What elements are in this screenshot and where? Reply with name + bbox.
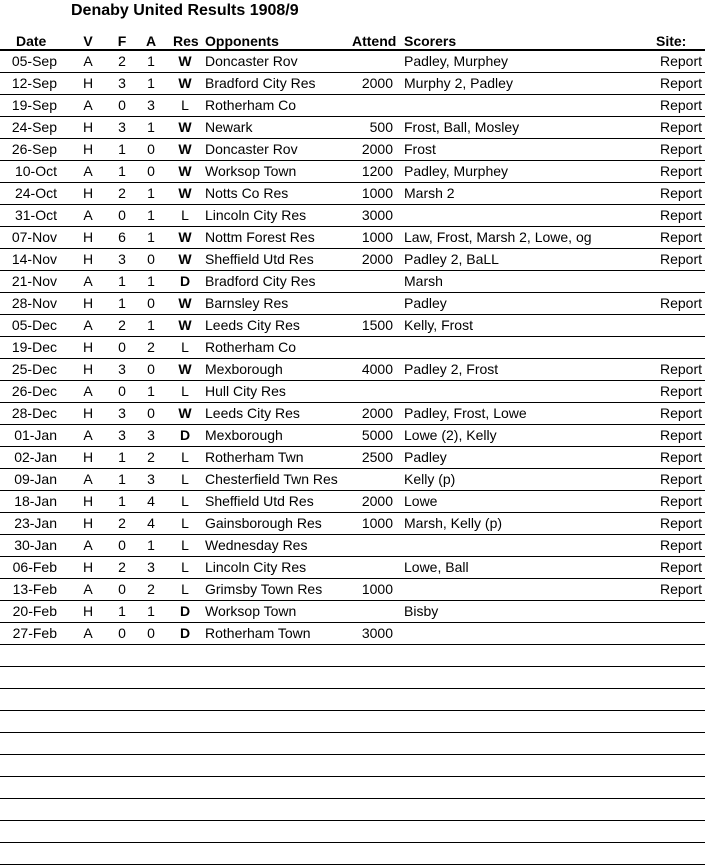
cell-result: L bbox=[181, 449, 189, 465]
table-row bbox=[0, 843, 705, 865]
cell-opponents: Nottm Forest Res bbox=[205, 229, 315, 245]
cell-opponents: Doncaster Rov bbox=[205, 53, 298, 69]
cell-site[interactable]: Report bbox=[659, 75, 702, 91]
cell-scorers: Padley bbox=[404, 449, 447, 465]
cell-date: 05-Dec bbox=[11, 317, 57, 333]
table-row bbox=[0, 535, 705, 557]
cell-against: 1 bbox=[147, 53, 155, 69]
table-row bbox=[0, 337, 705, 359]
cell-opponents: Bradford City Res bbox=[205, 75, 316, 91]
header-venue: V bbox=[83, 33, 93, 49]
cell-for: 0 bbox=[118, 339, 126, 355]
cell-result: W bbox=[178, 229, 192, 245]
cell-against: 1 bbox=[147, 537, 155, 553]
cell-against: 0 bbox=[147, 625, 155, 641]
table-row bbox=[0, 425, 705, 447]
cell-for: 2 bbox=[118, 515, 126, 531]
table-row bbox=[0, 183, 705, 205]
cell-site[interactable]: Report bbox=[659, 119, 702, 135]
table-row bbox=[0, 711, 705, 733]
cell-attendance: 2000 bbox=[361, 251, 393, 267]
table-row bbox=[0, 95, 705, 117]
cell-venue: H bbox=[82, 339, 94, 355]
cell-result: W bbox=[178, 185, 192, 201]
cell-date: 27-Feb bbox=[12, 625, 57, 641]
cell-scorers: Padley bbox=[404, 295, 447, 311]
cell-against: 3 bbox=[147, 427, 155, 443]
cell-for: 3 bbox=[118, 251, 126, 267]
cell-result: W bbox=[178, 317, 192, 333]
cell-date: 18-Jan bbox=[14, 493, 57, 509]
cell-site[interactable]: Report bbox=[659, 581, 702, 597]
table-row bbox=[0, 777, 705, 799]
cell-attendance: 3000 bbox=[361, 625, 393, 641]
cell-result: W bbox=[178, 141, 192, 157]
cell-scorers: Lowe, Ball bbox=[404, 559, 469, 575]
table-row bbox=[0, 161, 705, 183]
table-row bbox=[0, 271, 705, 293]
cell-venue: H bbox=[82, 75, 94, 91]
cell-for: 2 bbox=[118, 53, 126, 69]
cell-for: 1 bbox=[118, 471, 126, 487]
cell-opponents: Lincoln City Res bbox=[205, 207, 307, 223]
cell-venue: A bbox=[83, 383, 93, 399]
cell-for: 3 bbox=[118, 119, 126, 135]
cell-site[interactable]: Report bbox=[659, 229, 702, 245]
cell-site[interactable]: Report bbox=[659, 295, 702, 311]
cell-site[interactable]: Report bbox=[659, 53, 702, 69]
cell-for: 0 bbox=[118, 537, 126, 553]
cell-date: 12-Sep bbox=[11, 75, 57, 91]
cell-venue: H bbox=[82, 559, 94, 575]
cell-against: 3 bbox=[147, 559, 155, 575]
cell-scorers: Padley 2, Frost bbox=[404, 361, 499, 377]
cell-attendance: 1200 bbox=[361, 163, 393, 179]
table-row bbox=[0, 447, 705, 469]
cell-attendance: 1000 bbox=[361, 581, 393, 597]
cell-site[interactable]: Report bbox=[659, 251, 702, 267]
cell-scorers: Padley 2, BaLL bbox=[404, 251, 499, 267]
cell-against: 2 bbox=[147, 339, 155, 355]
cell-scorers: Padley, Murphey bbox=[404, 53, 509, 69]
table-row bbox=[0, 491, 705, 513]
cell-site[interactable]: Report bbox=[659, 493, 702, 509]
cell-result: L bbox=[181, 581, 189, 597]
cell-against: 0 bbox=[147, 163, 155, 179]
cell-against: 0 bbox=[147, 295, 155, 311]
table-row bbox=[0, 205, 705, 227]
cell-against: 1 bbox=[147, 603, 155, 619]
cell-venue: A bbox=[83, 427, 93, 443]
cell-opponents: Barnsley Res bbox=[205, 295, 289, 311]
table-row bbox=[0, 689, 705, 711]
cell-for: 0 bbox=[118, 207, 126, 223]
cell-for: 0 bbox=[118, 383, 126, 399]
table-header bbox=[0, 31, 705, 51]
header-opponents: Opponents bbox=[205, 33, 279, 49]
cell-site[interactable]: Report bbox=[659, 559, 702, 575]
cell-result: D bbox=[179, 603, 191, 619]
cell-venue: H bbox=[82, 251, 94, 267]
cell-for: 3 bbox=[118, 75, 126, 91]
cell-scorers: Kelly, Frost bbox=[404, 317, 473, 333]
cell-result: W bbox=[178, 119, 192, 135]
cell-attendance: 1500 bbox=[361, 317, 393, 333]
cell-result: W bbox=[178, 163, 192, 179]
cell-result: W bbox=[178, 75, 192, 91]
cell-against: 1 bbox=[147, 207, 155, 223]
header-date: Date bbox=[16, 33, 47, 49]
cell-site[interactable]: Report bbox=[659, 383, 702, 399]
cell-date: 26-Sep bbox=[11, 141, 57, 157]
cell-opponents: Lincoln City Res bbox=[205, 559, 307, 575]
cell-for: 1 bbox=[118, 141, 126, 157]
table-row bbox=[0, 557, 705, 579]
cell-opponents: Mexborough bbox=[205, 361, 283, 377]
page-title: Denaby United Results 1908/9 bbox=[71, 2, 299, 19]
cell-against: 0 bbox=[147, 361, 155, 377]
cell-date: 05-Sep bbox=[11, 53, 57, 69]
table-row bbox=[0, 645, 705, 667]
cell-venue: H bbox=[82, 361, 94, 377]
cell-opponents: Rotherham Town bbox=[205, 625, 311, 641]
table-row bbox=[0, 601, 705, 623]
cell-venue: A bbox=[83, 581, 93, 597]
cell-for: 6 bbox=[118, 229, 126, 245]
cell-attendance: 3000 bbox=[361, 207, 393, 223]
cell-venue: H bbox=[82, 515, 94, 531]
cell-site[interactable]: Report bbox=[659, 537, 702, 553]
cell-scorers: Marsh bbox=[404, 273, 443, 289]
cell-date: 26-Dec bbox=[11, 383, 57, 399]
cell-date: 10-Oct bbox=[14, 163, 57, 179]
cell-against: 3 bbox=[147, 97, 155, 113]
cell-site[interactable]: Report bbox=[659, 361, 702, 377]
cell-site[interactable]: Report bbox=[659, 449, 702, 465]
cell-opponents: Mexborough bbox=[205, 427, 283, 443]
header-result: Res bbox=[173, 33, 199, 49]
table-row bbox=[0, 821, 705, 843]
cell-date: 14-Nov bbox=[11, 251, 57, 267]
cell-venue: H bbox=[82, 229, 94, 245]
cell-venue: H bbox=[82, 493, 94, 509]
cell-result: W bbox=[178, 295, 192, 311]
cell-opponents: Grimsby Town Res bbox=[205, 581, 323, 597]
cell-date: 25-Dec bbox=[11, 361, 57, 377]
cell-against: 1 bbox=[147, 383, 155, 399]
cell-venue: A bbox=[83, 53, 93, 69]
table-row bbox=[0, 51, 705, 73]
cell-opponents: Sheffield Utd Res bbox=[205, 251, 314, 267]
table-row bbox=[0, 403, 705, 425]
cell-date: 31-Oct bbox=[14, 207, 57, 223]
cell-result: L bbox=[181, 471, 189, 487]
cell-attendance: 4000 bbox=[361, 361, 393, 377]
cell-result: D bbox=[179, 273, 191, 289]
table-row bbox=[0, 623, 705, 645]
cell-site[interactable]: Report bbox=[659, 163, 702, 179]
cell-against: 1 bbox=[147, 273, 155, 289]
cell-for: 3 bbox=[118, 427, 126, 443]
cell-against: 0 bbox=[147, 141, 155, 157]
cell-opponents: Newark bbox=[205, 119, 253, 135]
cell-attendance: 2000 bbox=[361, 405, 393, 421]
cell-result: L bbox=[181, 97, 189, 113]
table-row bbox=[0, 117, 705, 139]
cell-for: 2 bbox=[118, 185, 126, 201]
table-row bbox=[0, 315, 705, 337]
cell-venue: A bbox=[83, 317, 93, 333]
cell-venue: A bbox=[83, 97, 93, 113]
cell-result: L bbox=[181, 493, 189, 509]
cell-venue: H bbox=[82, 603, 94, 619]
cell-for: 1 bbox=[118, 163, 126, 179]
cell-result: W bbox=[178, 53, 192, 69]
cell-result: L bbox=[181, 559, 189, 575]
cell-date: 21-Nov bbox=[11, 273, 57, 289]
table-row bbox=[0, 579, 705, 601]
cell-attendance: 5000 bbox=[361, 427, 393, 443]
header-against: A bbox=[145, 33, 157, 49]
cell-against: 0 bbox=[147, 251, 155, 267]
table-row bbox=[0, 227, 705, 249]
cell-opponents: Leeds City Res bbox=[205, 405, 300, 421]
cell-venue: H bbox=[82, 119, 94, 135]
cell-attendance: 2000 bbox=[361, 75, 393, 91]
cell-for: 0 bbox=[118, 97, 126, 113]
cell-venue: H bbox=[82, 405, 94, 421]
cell-opponents: Leeds City Res bbox=[205, 317, 300, 333]
cell-date: 24-Sep bbox=[11, 119, 57, 135]
cell-for: 1 bbox=[118, 295, 126, 311]
cell-scorers: Kelly (p) bbox=[404, 471, 456, 487]
cell-attendance: 2000 bbox=[361, 141, 393, 157]
cell-date: 09-Jan bbox=[14, 471, 57, 487]
cell-scorers: Frost bbox=[404, 141, 436, 157]
cell-attendance: 1000 bbox=[361, 515, 393, 531]
table-row bbox=[0, 799, 705, 821]
cell-attendance: 1000 bbox=[361, 229, 393, 245]
cell-opponents: Rotherham Twn bbox=[205, 449, 304, 465]
cell-scorers: Padley, Murphey bbox=[404, 163, 509, 179]
cell-scorers: Law, Frost, Marsh 2, Lowe, og bbox=[404, 229, 592, 245]
cell-against: 0 bbox=[147, 405, 155, 421]
cell-date: 06-Feb bbox=[12, 559, 57, 575]
cell-scorers: Marsh 2 bbox=[404, 185, 455, 201]
table-row bbox=[0, 73, 705, 95]
cell-for: 2 bbox=[118, 317, 126, 333]
cell-scorers: Padley, Frost, Lowe bbox=[404, 405, 527, 421]
cell-for: 1 bbox=[118, 493, 126, 509]
cell-date: 13-Feb bbox=[12, 581, 57, 597]
cell-site[interactable]: Report bbox=[659, 405, 702, 421]
cell-opponents: Rotherham Co bbox=[205, 97, 297, 113]
cell-opponents: Wednesday Res bbox=[205, 537, 308, 553]
cell-attendance: 2500 bbox=[361, 449, 393, 465]
table-row bbox=[0, 359, 705, 381]
cell-venue: A bbox=[83, 537, 93, 553]
table-row bbox=[0, 249, 705, 271]
cell-for: 3 bbox=[118, 361, 126, 377]
cell-venue: A bbox=[83, 163, 93, 179]
cell-for: 1 bbox=[118, 273, 126, 289]
table-row bbox=[0, 755, 705, 777]
cell-against: 1 bbox=[147, 185, 155, 201]
table-row bbox=[0, 513, 705, 535]
cell-attendance: 2000 bbox=[361, 493, 393, 509]
cell-result: L bbox=[181, 207, 189, 223]
table-row bbox=[0, 293, 705, 315]
cell-date: 01-Jan bbox=[14, 427, 57, 443]
table-row bbox=[0, 469, 705, 491]
cell-for: 1 bbox=[118, 449, 126, 465]
cell-opponents: Rotherham Co bbox=[205, 339, 297, 355]
cell-date: 24-Oct bbox=[14, 185, 57, 201]
cell-venue: H bbox=[82, 185, 94, 201]
cell-date: 19-Dec bbox=[11, 339, 57, 355]
cell-site[interactable]: Report bbox=[659, 515, 702, 531]
cell-result: W bbox=[178, 361, 192, 377]
cell-result: W bbox=[178, 405, 192, 421]
cell-date: 07-Nov bbox=[11, 229, 57, 245]
cell-venue: A bbox=[83, 273, 93, 289]
cell-result: L bbox=[181, 537, 189, 553]
cell-result: D bbox=[179, 427, 191, 443]
cell-against: 1 bbox=[147, 229, 155, 245]
cell-venue: H bbox=[82, 449, 94, 465]
cell-against: 4 bbox=[147, 515, 155, 531]
cell-scorers: Lowe (2), Kelly bbox=[404, 427, 497, 443]
cell-scorers: Frost, Ball, Mosley bbox=[404, 119, 520, 135]
header-for: F bbox=[117, 33, 127, 49]
table-row bbox=[0, 733, 705, 755]
cell-site[interactable]: Report bbox=[659, 427, 702, 443]
cell-date: 20-Feb bbox=[12, 603, 57, 619]
cell-attendance: 500 bbox=[369, 119, 393, 135]
cell-opponents: Chesterfield Twn Res bbox=[205, 471, 338, 487]
cell-result: D bbox=[179, 625, 191, 641]
cell-against: 1 bbox=[147, 317, 155, 333]
cell-site[interactable]: Report bbox=[659, 97, 702, 113]
table-row bbox=[0, 139, 705, 161]
table-row bbox=[0, 381, 705, 403]
cell-site[interactable]: Report bbox=[659, 471, 702, 487]
cell-opponents: Sheffield Utd Res bbox=[205, 493, 314, 509]
cell-opponents: Worksop Town bbox=[205, 603, 297, 619]
cell-against: 4 bbox=[147, 493, 155, 509]
cell-against: 1 bbox=[147, 75, 155, 91]
cell-attendance: 1000 bbox=[361, 185, 393, 201]
cell-for: 0 bbox=[118, 625, 126, 641]
cell-result: L bbox=[181, 383, 189, 399]
header-attendance: Attend bbox=[352, 33, 397, 49]
cell-opponents: Gainsborough Res bbox=[205, 515, 322, 531]
cell-for: 1 bbox=[118, 603, 126, 619]
cell-venue: H bbox=[82, 295, 94, 311]
cell-result: W bbox=[178, 251, 192, 267]
cell-venue: A bbox=[83, 625, 93, 641]
cell-result: L bbox=[181, 339, 189, 355]
cell-result: L bbox=[181, 515, 189, 531]
cell-date: 02-Jan bbox=[14, 449, 57, 465]
cell-site[interactable]: Report bbox=[659, 185, 702, 201]
cell-scorers: Lowe bbox=[404, 493, 438, 509]
header-scorers: Scorers bbox=[404, 33, 457, 49]
cell-against: 1 bbox=[147, 119, 155, 135]
cell-against: 2 bbox=[147, 449, 155, 465]
cell-date: 28-Dec bbox=[11, 405, 57, 421]
table-row bbox=[0, 667, 705, 689]
cell-for: 2 bbox=[118, 559, 126, 575]
cell-opponents: Doncaster Rov bbox=[205, 141, 298, 157]
cell-scorers: Bisby bbox=[404, 603, 439, 619]
header-site: Site: bbox=[656, 33, 687, 49]
cell-for: 0 bbox=[118, 581, 126, 597]
cell-date: 23-Jan bbox=[14, 515, 57, 531]
cell-venue: A bbox=[83, 207, 93, 223]
cell-date: 30-Jan bbox=[14, 537, 57, 553]
cell-against: 3 bbox=[147, 471, 155, 487]
cell-venue: A bbox=[83, 471, 93, 487]
cell-scorers: Murphy 2, Padley bbox=[404, 75, 513, 91]
cell-date: 19-Sep bbox=[11, 97, 57, 113]
cell-against: 2 bbox=[147, 581, 155, 597]
cell-venue: H bbox=[82, 141, 94, 157]
cell-for: 3 bbox=[118, 405, 126, 421]
cell-opponents: Notts Co Res bbox=[205, 185, 289, 201]
cell-scorers: Marsh, Kelly (p) bbox=[404, 515, 503, 531]
cell-opponents: Hull City Res bbox=[205, 383, 286, 399]
cell-opponents: Worksop Town bbox=[205, 163, 297, 179]
cell-site[interactable]: Report bbox=[659, 141, 702, 157]
cell-date: 28-Nov bbox=[11, 295, 57, 311]
cell-opponents: Bradford City Res bbox=[205, 273, 316, 289]
cell-site[interactable]: Report bbox=[659, 207, 702, 223]
